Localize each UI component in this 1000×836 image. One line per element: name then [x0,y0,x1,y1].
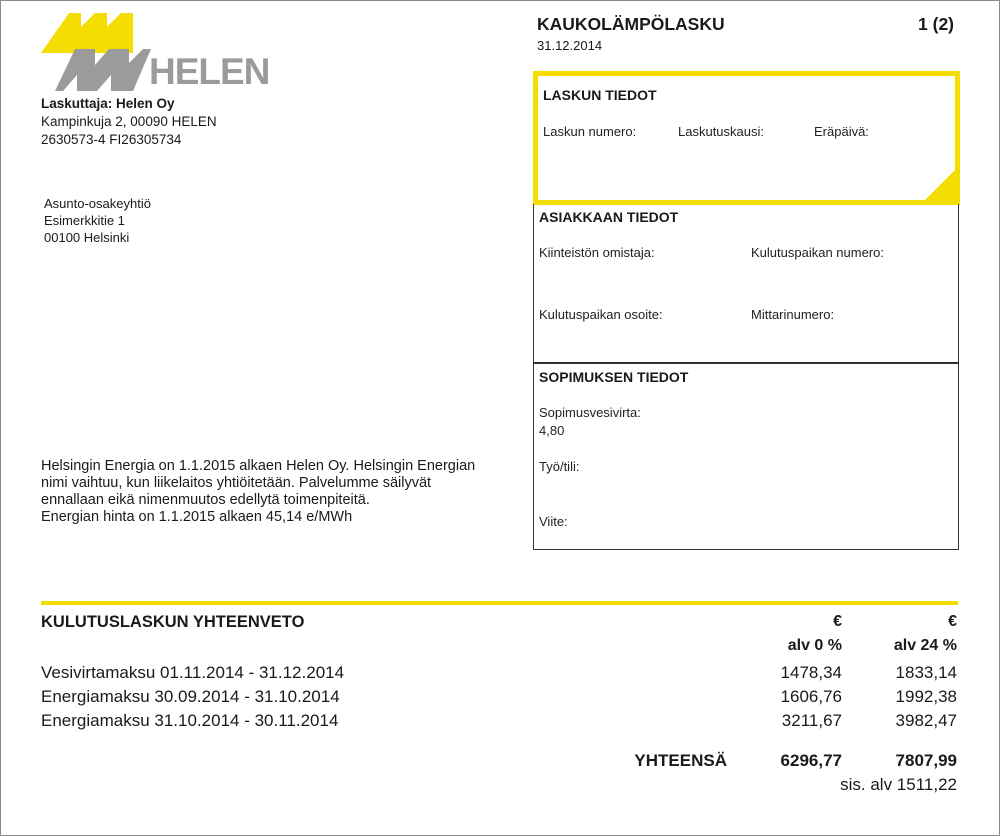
summary-row-label: Energiamaksu 31.10.2014 - 30.11.2014 [41,711,339,730]
summary-row-gross: 1992,38 [895,687,957,706]
page-number: 1 (2) [918,14,954,34]
notice-text [41,458,521,526]
vat0-header: alv 0 % [787,637,842,654]
summary-row-label: Energiamaksu 30.09.2014 - 31.10.2014 [41,687,340,706]
vat-included-note: sis. alv 1511,22 [840,775,957,794]
site-address-label: Kulutuspaikan osoite: [539,307,663,322]
corner-accent [925,170,955,200]
recipient-line: 00100 Helsinki [44,230,130,245]
sender-ids: 2630573-4 FI26305734 [41,132,182,147]
summary-row-net: 1478,34 [780,663,842,682]
lightning-logo-icon [41,13,151,91]
total-label: YHTEENSÄ [634,751,727,770]
notice-line: nimi vaihtuu, kun liikelaitos yhtiöitetään. Palvelumme säilyvät [41,475,432,491]
document-title: KAUKOLÄMPÖLASKU [537,14,725,34]
recipient-block [44,195,151,246]
vat24-header: alv 24 % [893,637,957,654]
meter-number-label: Mittarinumero: [751,307,835,322]
summary-title: KULUTUSLASKUN YHTEENVETO [41,613,305,631]
contract-info-box [533,363,959,550]
notice-line: Helsingin Energia on 1.1.2015 alkaen Helen Oy. Helsingin Energian [41,458,476,474]
work-account-label: Työ/tili: [539,459,580,474]
due-date-label: Eräpäivä: [814,124,869,139]
invoice-number-label: Laskun numero: [543,124,637,139]
summary-row-net: 3211,67 [781,711,842,730]
contract-flow-value: 4,80 [539,423,565,438]
currency-gross-header: € [948,613,957,630]
recipient-line: Esimerkkitie 1 [44,213,125,228]
logo-wordmark: HELEN [149,51,270,92]
sender-block [41,95,217,149]
billing-period-label: Laskutuskausi: [678,124,764,139]
customer-info-title: ASIAKKAAN TIEDOT [539,209,679,225]
notice-line: Energian hinta on 1.1.2015 alkaen 45,14 e/MWh [41,509,353,525]
contract-info-title: SOPIMUKSEN TIEDOT [539,369,689,385]
property-owner-label: Kiinteistön omistaja: [539,245,655,260]
reference-label: Viite: [539,514,568,529]
customer-info-box [533,204,959,363]
invoice-info-box [533,71,960,205]
document-date: 31.12.2014 [537,38,603,53]
contract-flow-label: Sopimusvesivirta: [539,405,641,420]
total-net: 6296,77 [780,751,842,770]
biller-name: Laskuttaja: Helen Oy [41,96,175,111]
currency-net-header: € [833,613,842,630]
total-gross: 7807,99 [895,751,957,770]
summary-row-label: Vesivirtamaksu 01.11.2014 - 31.12.2014 [41,663,345,682]
sender-address: Kampinkuja 2, 00090 HELEN [41,114,217,129]
summary-row-net: 1606,76 [780,687,842,706]
recipient-line: Asunto-osakeyhtiö [44,196,151,211]
summary-divider [41,601,958,605]
summary-row-gross: 3982,47 [895,711,957,730]
site-number-label: Kulutuspaikan numero: [751,245,884,260]
notice-line: ennallaan eikä nimenmuutos edellytä toimenpiteitä. [41,492,370,508]
summary-row-gross: 1833,14 [895,663,957,682]
invoice-info-title: LASKUN TIEDOT [543,87,657,103]
helen-logo [41,13,270,92]
